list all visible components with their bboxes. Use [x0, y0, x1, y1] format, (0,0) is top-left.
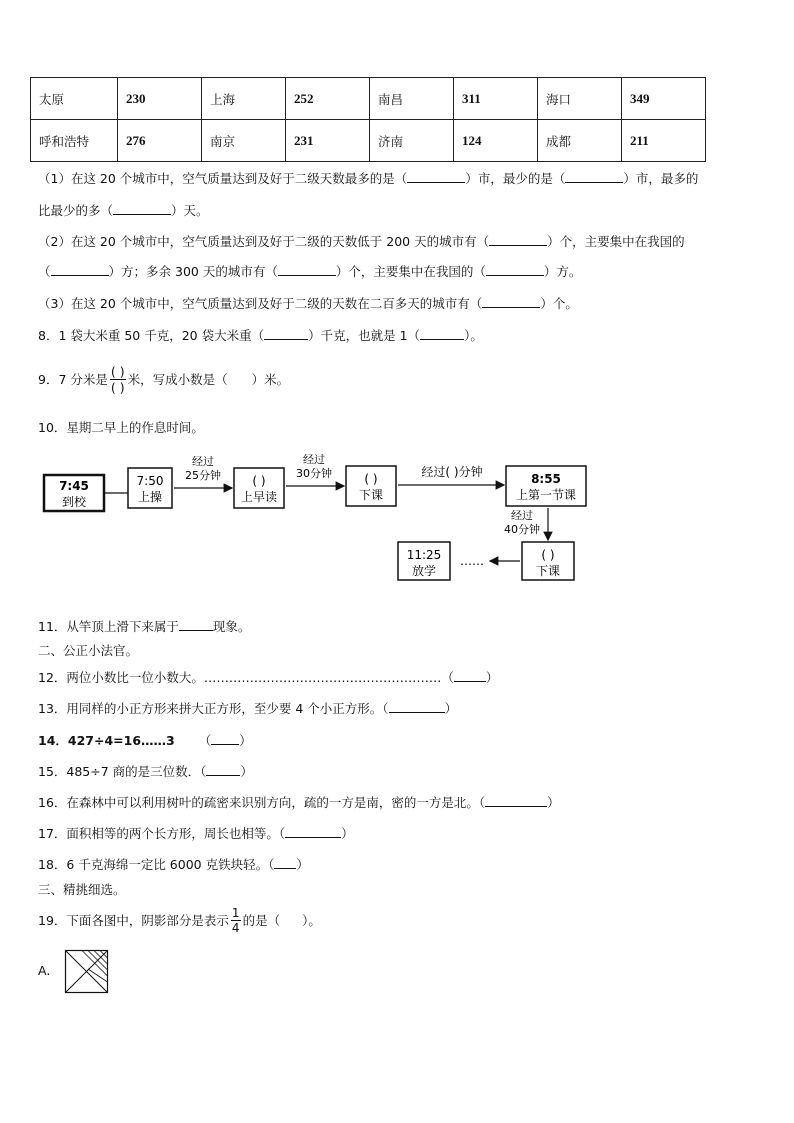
ellipsis: ……	[460, 554, 484, 568]
question-8	[38, 326, 483, 344]
text: ）个，主要集中在我国的	[547, 234, 685, 249]
text: （1）在这 20 个城市中，空气质量达到及好于二级天数最多的是（	[38, 171, 408, 186]
fraction-one-quarter	[231, 906, 241, 935]
question-19	[38, 902, 321, 938]
city-cell: 上海	[202, 78, 286, 120]
text: ）米。	[251, 372, 290, 387]
text: 17．面积相等的两个长方形，周长也相等。（	[38, 826, 286, 841]
arrow-40min	[504, 508, 548, 540]
box-time: 7:45	[59, 479, 89, 493]
arrow-label: 30分钟	[296, 467, 332, 480]
box-label: 上操	[137, 490, 163, 504]
text: 14．427÷4=16……3	[38, 733, 175, 748]
answer-blank[interactable]	[565, 170, 623, 183]
fraction-denominator: 4	[231, 920, 240, 935]
question-17	[38, 824, 354, 842]
box-label: 上早读	[240, 490, 278, 504]
arrow-label: 经过	[192, 455, 214, 468]
text: ）个，主要集中在我国的（	[335, 264, 486, 279]
text: ）方；多余 300 天的城市有（	[108, 264, 278, 279]
q7-part2-line2	[38, 262, 581, 280]
text: 18．6 千克海绵一定比 6000 克铁块轻。（	[38, 857, 275, 872]
text: ）。	[302, 913, 321, 928]
text: 的是（	[242, 913, 281, 928]
fraction-denominator: ( )	[110, 379, 125, 395]
text: ）	[239, 733, 252, 748]
city-cell: 海口	[538, 78, 622, 120]
text: 8．1 袋大米重 50 千克，20 袋大米重（	[38, 328, 265, 343]
text: ）	[485, 670, 499, 685]
text: （	[38, 264, 51, 279]
q7-part2-line1	[38, 232, 685, 250]
question-18	[38, 855, 309, 873]
text: ）千克，也就是 1（	[308, 328, 421, 343]
q7-part1-line2	[38, 201, 209, 219]
answer-blank[interactable]	[454, 669, 486, 682]
city-cell: 太原	[31, 78, 118, 120]
text: 11．从竿顶上滑下来属于	[38, 619, 179, 634]
arrow-unknown-min	[398, 464, 504, 485]
arrow-label: 40分钟	[504, 523, 540, 536]
text: ）	[296, 857, 309, 872]
box-first-class	[506, 466, 586, 506]
answer-blank[interactable]	[482, 295, 540, 308]
text: 15．485÷7 商的是三位数．（	[38, 764, 207, 779]
q7-part1-line1	[38, 169, 698, 187]
text: 16．在森林中可以利用树叶的疏密来识别方向，疏的一方是南，密的一方是北。（	[38, 795, 486, 810]
box-label: 下课	[535, 564, 561, 578]
q7-part3	[38, 294, 578, 312]
box-time-blank[interactable]: ( )	[252, 474, 266, 488]
text: 9．7 分米是	[38, 372, 108, 387]
text: 米，写成小数是（	[127, 372, 228, 387]
box-class-over-1	[346, 466, 396, 506]
text: ）市，最多的	[623, 171, 699, 186]
city-cell: 南昌	[370, 78, 454, 120]
arrow-label: 经过	[303, 453, 325, 466]
text: ）方。	[543, 264, 582, 279]
question-13	[38, 699, 457, 717]
value-cell: 124	[454, 120, 538, 162]
question-15	[38, 762, 253, 780]
text: ）	[341, 826, 354, 841]
city-table	[30, 77, 706, 162]
value-cell: 230	[118, 78, 202, 120]
text: 比最少的多（	[38, 203, 114, 218]
text: ）	[240, 764, 253, 779]
section-3-heading: 三、精挑细选。	[38, 882, 126, 897]
answer-blank[interactable]	[485, 794, 547, 807]
box-time-blank[interactable]: ( )	[364, 472, 378, 486]
box-time: 11:25	[406, 548, 442, 562]
question-14	[38, 731, 252, 749]
box-time-blank[interactable]: ( )	[541, 548, 555, 562]
box-arrive-school	[44, 475, 104, 511]
section-2-heading: 二、公正小法官。	[38, 643, 139, 658]
text: ）天。	[171, 203, 209, 218]
box-label: 到校	[61, 495, 87, 509]
city-cell: 成都	[538, 120, 622, 162]
value-cell: 211	[622, 120, 706, 162]
fraction-numerator: ( )	[110, 363, 125, 379]
text: （2）在这 20 个城市中，空气质量达到及好于二级的天数低于 200 天的城市有（	[38, 234, 490, 249]
text: 19．下面各图中，阴影部分是表示	[38, 913, 229, 928]
option-a-label: A.	[38, 963, 51, 978]
answer-blank[interactable]	[407, 170, 465, 183]
text: 现象。	[212, 619, 251, 634]
answer-blank[interactable]	[51, 263, 109, 276]
answer-blank[interactable]	[278, 263, 336, 276]
schedule-flowchart	[40, 448, 600, 590]
text: 12．两位小数比一位小数大。…………………………………………………（	[38, 670, 454, 685]
answer-blank[interactable]	[274, 856, 296, 869]
answer-blank[interactable]	[206, 763, 240, 776]
table-row	[31, 120, 706, 162]
question-10: 10．星期二早上的作息时间。	[38, 420, 204, 435]
answer-blank[interactable]	[211, 732, 239, 745]
answer-blank[interactable]	[264, 327, 308, 340]
text: （3）在这 20 个城市中，空气质量达到及好于二级的天数在二百多天的城市有（	[38, 296, 483, 311]
text: ）市，最少的是（	[465, 171, 566, 186]
question-12	[38, 668, 498, 686]
answer-blank[interactable]	[486, 263, 544, 276]
text: 13．用同样的小正方形来拼大正方形，至少要 4 个小正方形。（	[38, 701, 389, 716]
box-class-over-2	[522, 542, 574, 580]
arrow-30min	[286, 452, 344, 486]
question-9	[38, 357, 289, 401]
arrow-label: 经过	[511, 509, 533, 522]
value-cell: 231	[286, 120, 370, 162]
box-exercise	[128, 468, 172, 508]
fraction-blank[interactable]	[110, 364, 126, 395]
arrow-25min	[174, 454, 232, 488]
table-row	[31, 78, 706, 120]
value-cell: 349	[622, 78, 706, 120]
text: ）。	[464, 328, 483, 343]
value-cell: 311	[454, 78, 538, 120]
question-11	[38, 617, 250, 635]
box-label: 下课	[358, 488, 384, 502]
city-cell: 南京	[202, 120, 286, 162]
box-time: 8:55	[531, 472, 561, 486]
value-cell: 276	[118, 120, 202, 162]
value-cell: 252	[286, 78, 370, 120]
answer-blank[interactable]	[420, 327, 464, 340]
answer-blank[interactable]	[285, 825, 341, 838]
text: ）	[444, 701, 458, 716]
box-time: 7:50	[136, 474, 164, 488]
answer-blank[interactable]	[489, 233, 547, 246]
box-school-out	[398, 542, 450, 580]
answer-blank[interactable]	[389, 700, 445, 713]
question-16	[38, 793, 560, 811]
text: ）	[547, 795, 560, 810]
arrow-label: 经过( )分钟	[421, 465, 483, 479]
option-a-figure[interactable]	[64, 949, 110, 995]
box-label: 放学	[411, 564, 437, 578]
text: ）个。	[540, 296, 578, 311]
city-cell: 呼和浩特	[31, 120, 118, 162]
arrow-label: 25分钟	[185, 469, 221, 482]
city-cell: 济南	[370, 120, 454, 162]
box-label: 上第一节课	[515, 488, 577, 502]
box-morning-reading	[234, 468, 284, 508]
text: （	[198, 733, 212, 748]
answer-blank[interactable]	[179, 618, 213, 631]
answer-blank[interactable]	[113, 202, 171, 215]
fraction-numerator: 1	[231, 905, 240, 920]
